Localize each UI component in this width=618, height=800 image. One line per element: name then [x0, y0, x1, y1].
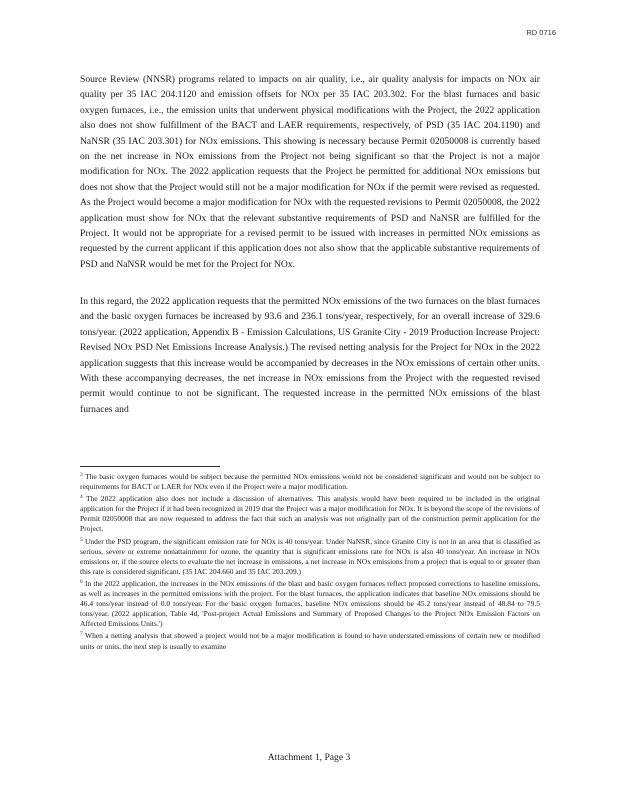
footnotes	[80, 470, 540, 652]
footnote-text: When a netting analysis that showed a project would not be a major modification is found to have understated emissions of certain new or modified units or units, the next step is usually to examine	[80, 631, 540, 651]
footnote-marker: 3	[80, 472, 83, 478]
footnote-marker: 7	[80, 631, 83, 638]
footnote-marker: 4	[80, 494, 83, 501]
footnote-separator	[80, 466, 220, 467]
footnote-text: The basic oxygen furnaces would be subject because the permitted NOx emissions would not be considered significant and would not be subject to requirements for BACT or LAER for NOx even if the Project were a major modification.	[80, 472, 540, 492]
footnote	[80, 629, 540, 651]
body-paragraph: In this regard, the 2022 application requests that the permitted NOx emissions of the two furnaces on the blast furnaces and the basic oxygen furnaces be increased by 93.6 and 236.1 tons/year, respectively, for an overall increase of 329.6 tons/year. (2022 application, Appendix B - Emission Calculations, US Granite City - 2019 Production Increase Project: Revised NOx PSD Net Emissions Increase Analysis.) The revised netting analysis for the Project for NOx in the 2022 application suggests that this increase would be accompanied by decreases in the NOx emissions of certain other units. With these accompanying decreases, the net increase in NOx emissions from the Project with the requested revised permit would continue to not be significant. The requested increase in the permitted NOx emissions of the blast furnaces and	[80, 296, 540, 415]
footnote	[80, 470, 540, 492]
footnote-marker: 5	[80, 536, 83, 543]
page-footer: Attachment 1, Page 3	[267, 752, 351, 763]
footnote-text: The 2022 application also does not include a discussion of alternatives. This analysis would have been required to be included in the original application for the Project if it had been recognized in 2019 that the Project was a major modification for NOx. It is beyond the scope of the revisions of Permit 02050008 that are now requested to address the fact that such an analysis was not originally part of the construction permit application for the Project.	[80, 494, 540, 534]
footnote-text: In the 2022 application, the increases in the NOx emissions of the blast and basic oxygen furnaces reflect proposed corrections to baseline emissions, as well as increases in the permitted emissions with the project. For the blast furnaces, the application indicates that baseline NOx emissions should be 46.4 tons/year instead of 0.0 tons/year. For the basic oxygen furnaces, baseline NOx emissions should be 45.2 tons/year instead of 48.84 to 79.5 tons/year. (2022 application, Table 4d, 'Post-project Actual Emissions and Summary of Proposed Changes to the Project NOx Emission Factors on Affected Emissions Units.')	[80, 578, 541, 629]
footnote	[80, 577, 540, 629]
page-id: RD 0716	[526, 28, 556, 37]
footnote	[80, 492, 540, 534]
footnote	[80, 535, 540, 577]
body-paragraph: Source Review (NNSR) programs related to impacts on air quality, i.e., air quality analysis for impacts on NOx air quality per 35 IAC 204.1120 and emission offsets for NOx per 35 IAC 203.302. For the blast furnaces and basic oxygen furnaces, i.e., the emission units that underwent physical modifications with the Project, the 2022 application also does not show fulfillment of the BACT and LAER requirements, respectively, of PSD (35 IAC 204.1190) and NaNSR (35 IAC 203.301) for NOx emissions. This showing is necessary because Permit 02050008 is currently based on the net increase in NOx emissions from the Project not being significant so that the Project is not a major modification for NOx. The 2022 application requests that the Project be permitted for additional NOx emissions but does not show that the Project would still not be a major modification for NOx if the permit were revised as requested. As the Project would become a major modification for NOx with the requested revisions to Permit 02050008, the 2022 application must show for NOx that the relevant substantive requirements of PSD and NaNSR are fulfilled for the Project. It would not be appropriate for a revised permit to be issued with increases in permitted NOx emissions as requested by the current applicant if this application does not also show that the applicable substantive requirements of PSD and NaNSR would be met for the Project for NOx.	[80, 74, 540, 270]
footnote-text: Under the PSD program, the significant emission rate for NOx is 40 tons/year. Under NaNSR, since Granite City is not in an area that is classified as serious, severe or extreme nonattainment for ozone, the quantity that is significant emissions rate for NOx is also 40 tons/year. An increase in NOx emissions or, if the source elects to evaluate the net increase in emissions, a net increase in NOx emissions from a project that is equal to or greater than this rate is considered significant. (35 IAC 204.660 and 35 IAC 203.209.)	[80, 536, 541, 576]
footnote-marker: 6	[80, 578, 83, 585]
